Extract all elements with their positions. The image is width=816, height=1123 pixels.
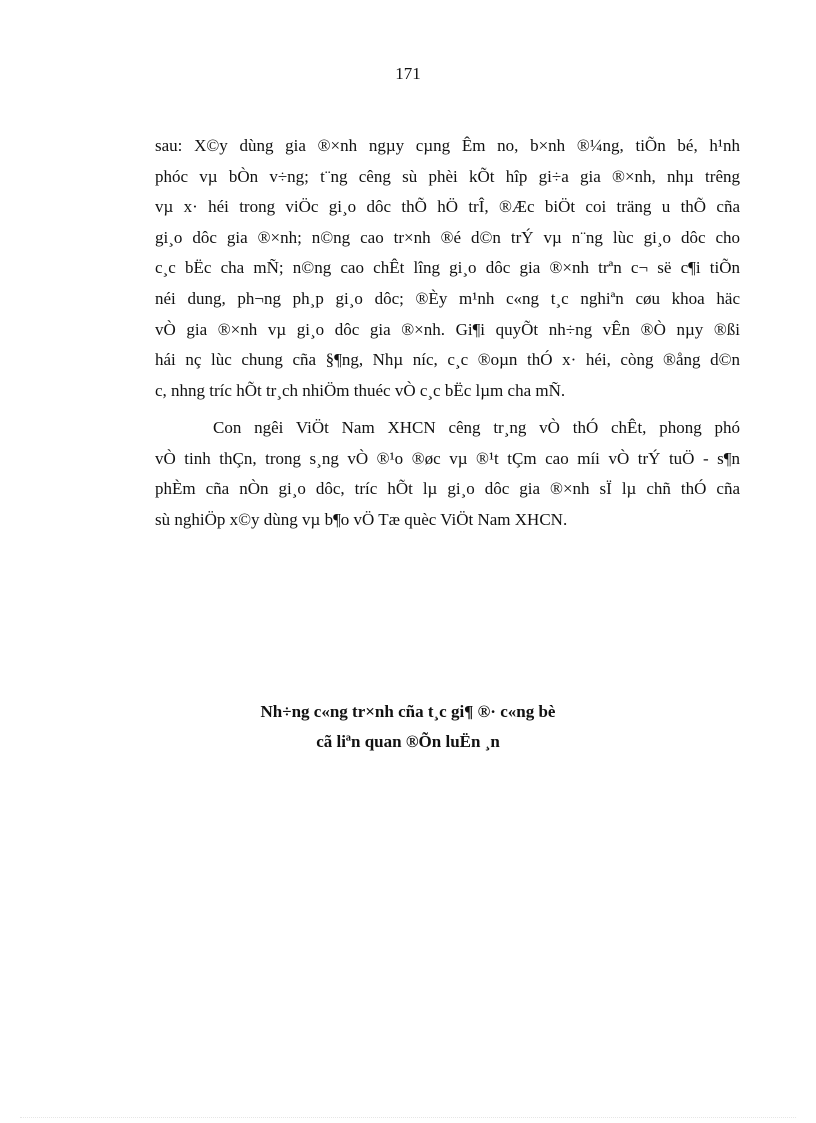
page-number: 171 [395,64,421,83]
paragraph-2 [155,413,740,535]
paragraph-line: hái nç lùc chung cña §¶ng, Nhµ níc, c¸c ®oµn thÓ x· héi, còng ®ång d©n [155,350,740,370]
paragraph-line: phóc vµ bÒn v÷ng; t¨ng cêng sù phèi kÕt hîp gi÷a gia ®×nh, nhµ trêng [155,166,740,186]
paragraph-line: gi¸o dôc gia ®×nh; n©ng cao tr×nh ®é d©n trÝ vµ n¨ng lùc gi¸o dôc cho [155,227,740,247]
paragraph-line: sau: X©y dùng gia ®×nh ngµy cµng Êm no, b×nh ®¼ng, tiÕn bé, h¹nh [155,136,740,155]
paragraph-line: c¸c bËc cha mÑ; n©ng cao chÊt lîng gi¸o dôc gia ®×nh trªn c¬ së c¶i tiÕn [155,258,740,278]
heading-line-1: Nh÷ng c«ng tr×nh cña t¸c gi¶ ®· c«ng bè [260,702,556,721]
paragraph-line: Con ngêi ViÖt Nam XHCN cêng tr¸ng vÒ thÓ chÊt, phong phó [213,418,740,437]
section-heading [0,697,816,757]
paragraph-line: phÈm cña nÒn gi¸o dôc, tríc hÕt lµ gi¸o dôc gia ®×nh sÏ lµ chñ thÓ cña [155,479,740,499]
paragraph-line: sù nghiÖp x©y dùng vµ b¶o vÖ Tæ quèc ViÖt Nam XHCN. [155,509,568,529]
page-bottom-rule [20,1117,796,1118]
paragraph-line: vÒ gia ®×nh vµ gi¸o dôc gia ®×nh. Gi¶i quyÕt nh÷ng vÊn ®Ò nµy ®ßi [155,319,740,339]
paragraph-line: néi dung, ph¬ng ph¸p gi¸o dôc; ®Èy m¹nh c«ng t¸c nghiªn cøu khoa häc [155,288,740,308]
paragraph-line: vÒ tinh thÇn, trong s¸ng vÒ ®¹o ®øc vµ ®¹t tÇm cao míi vÒ trÝ tuÖ - s¶n [155,448,740,468]
paragraph-line: c, nhng tríc hÕt tr¸ch nhiÖm thuéc vÒ c¸c bËc lµm cha mÑ. [155,380,566,400]
paragraph-line: vµ x· héi trong viÖc gi¸o dôc thÕ hÖ trÎ, ®Æc biÖt coi träng u thÕ cña [155,197,740,217]
heading-line-2: cã liªn quan ®Õn luËn ¸n [316,732,500,751]
paragraph-1 [155,131,740,406]
